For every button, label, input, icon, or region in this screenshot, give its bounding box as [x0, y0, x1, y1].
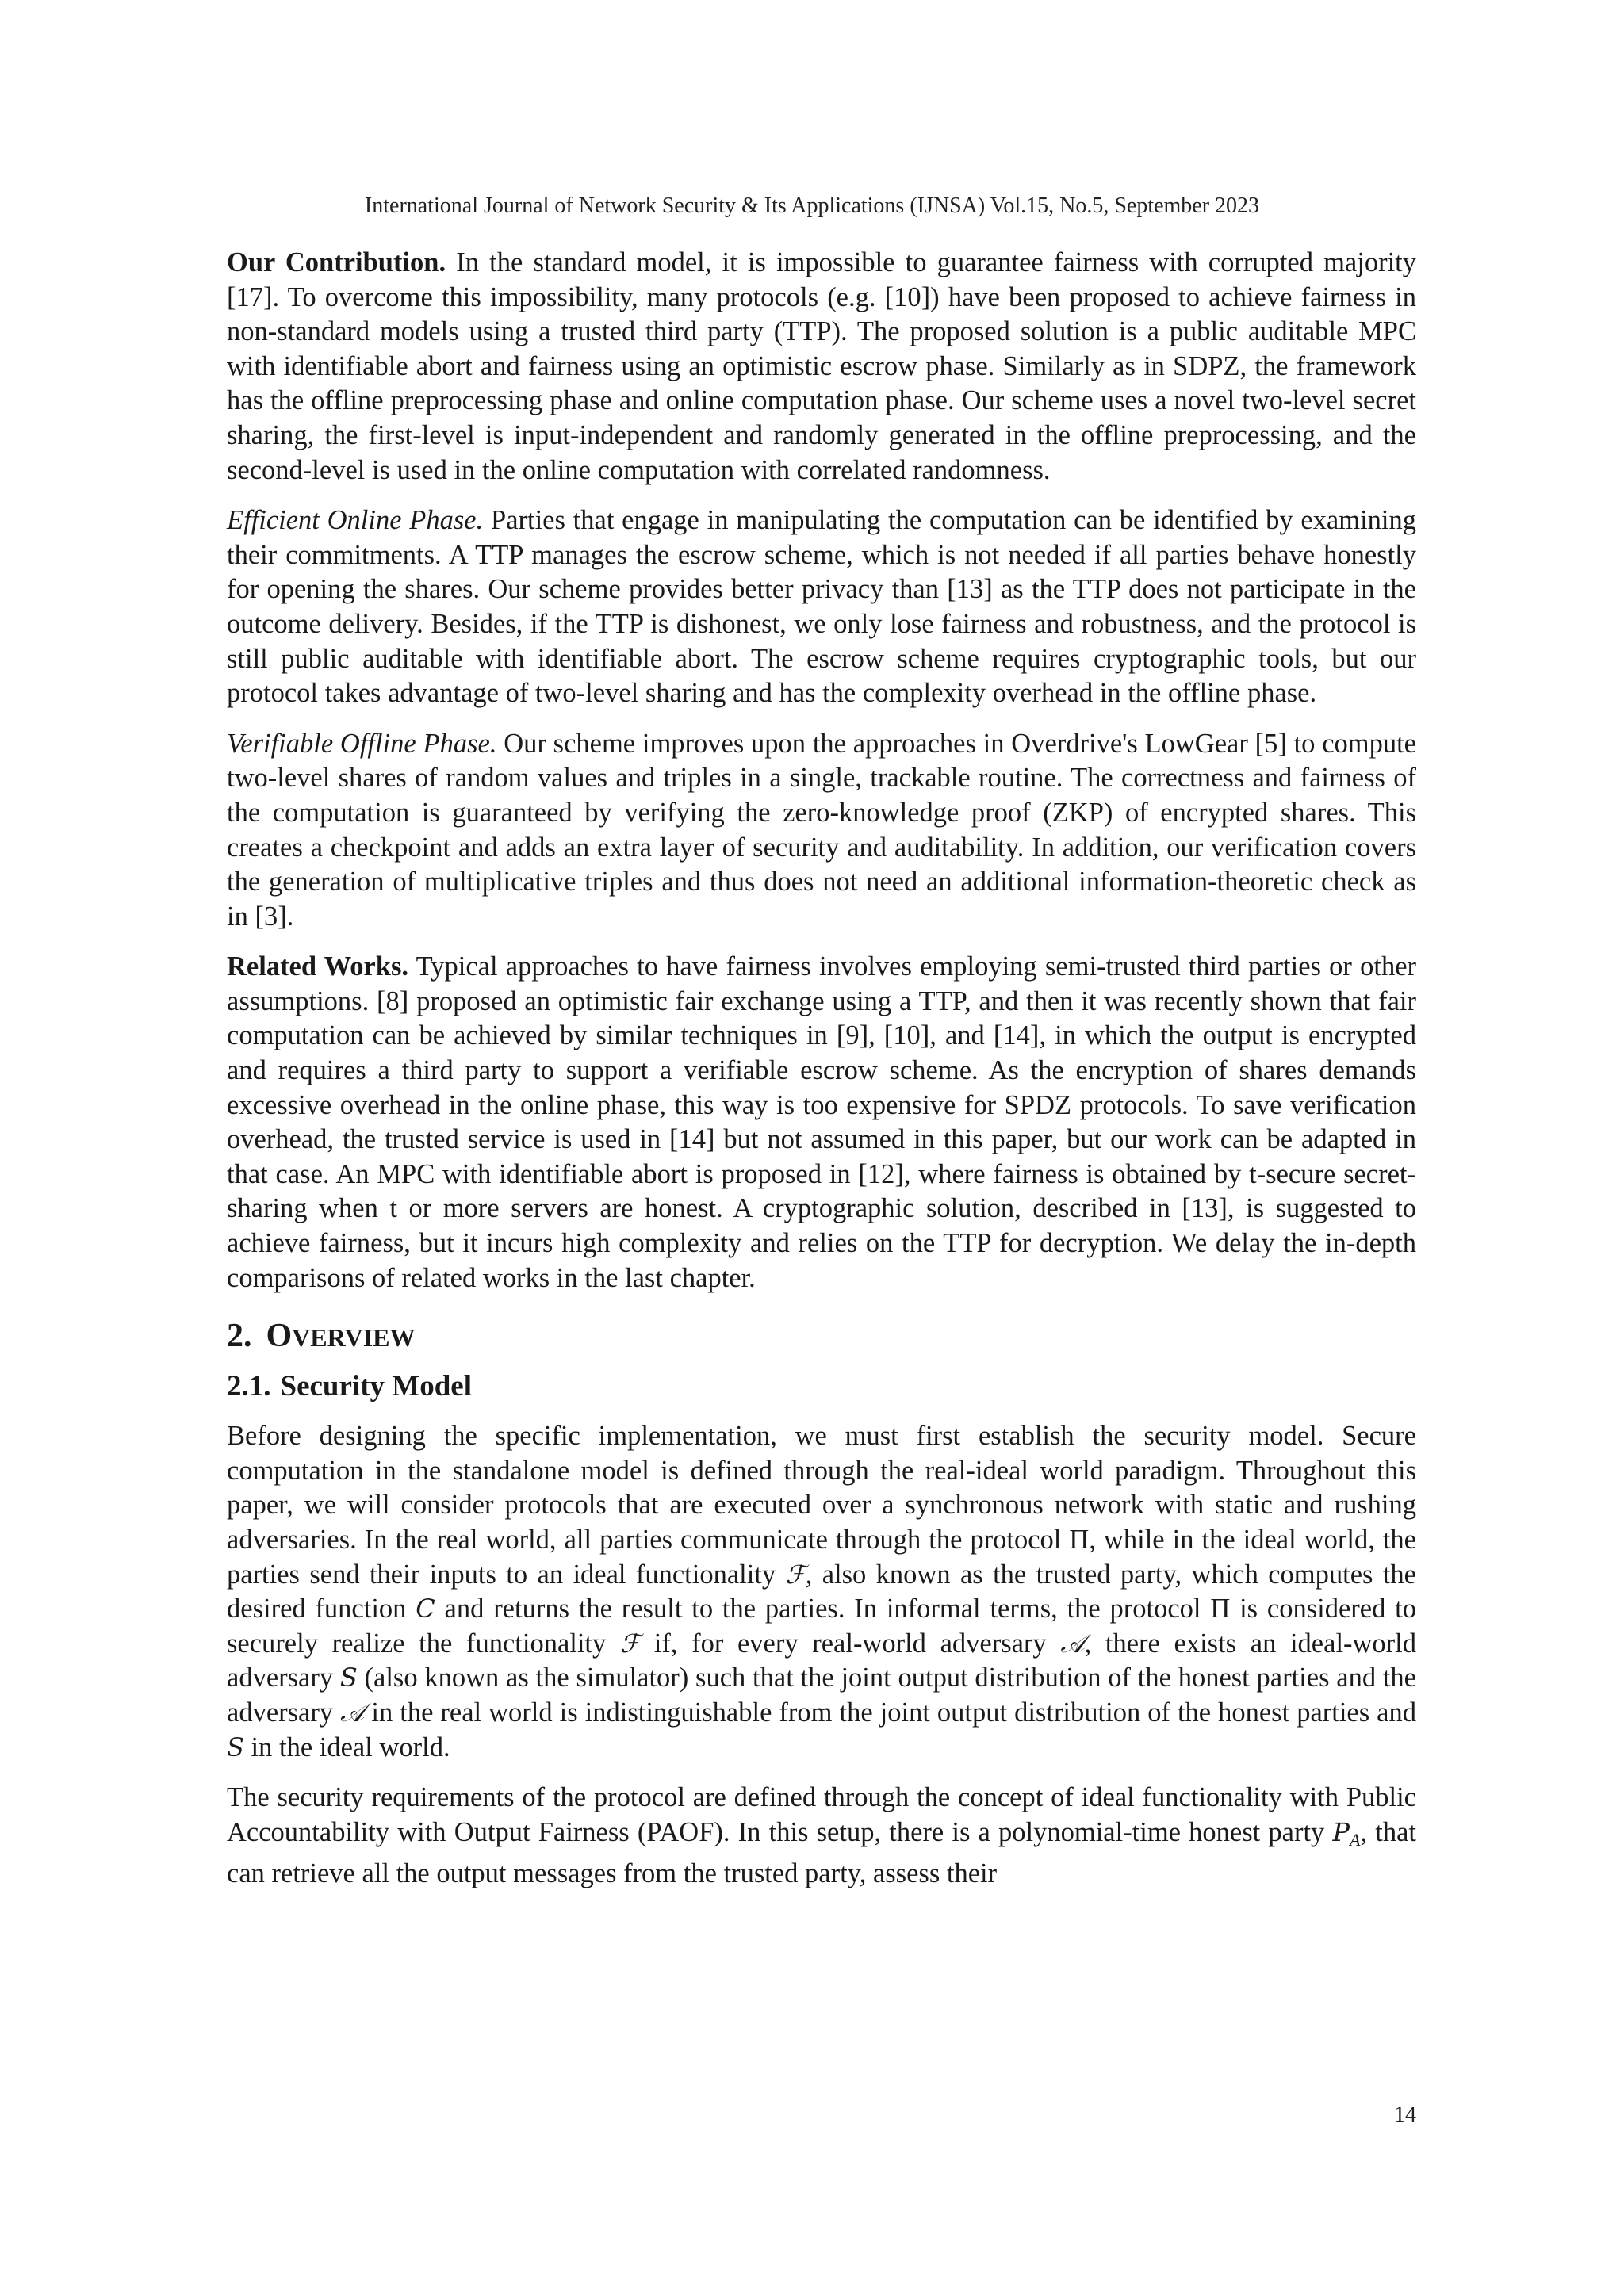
subsection-number: 2.1. [227, 1370, 271, 1403]
text-run: if, for every real-world adversary [640, 1628, 1061, 1659]
paragraph-lead: Efficient Online Phase. [227, 505, 484, 536]
text-run: in the real world is indistinguishable from the joint output distribution of the honest parties and [364, 1697, 1416, 1728]
math-symbol-adversary: 𝒜 [340, 1697, 365, 1728]
math-symbol-function: C [416, 1594, 435, 1624]
running-header: International Journal of Network Security & Its Applications (IJNSA) Vol.15, No.5, September 2023 [364, 193, 1260, 218]
paragraph-text: Our scheme improves upon the approaches in Overdrive's LowGear [5] to compute two-level shares of random values and triples in a single, trackable routine. The correctness and fairness of the computation is guaranteed by verifying the zero-knowledge proof (ZKP) of encrypted shares. This creates a checkpoint and adds an extra layer of security and auditability. In addition, our verification covers the generation of multiplicative triples and thus does not need an additional information-theoretic check as in [3]. [227, 728, 1416, 932]
text-run: , also known as the trusted party, which computes the desired function [227, 1559, 1416, 1624]
paragraph-text: Typical approaches to have fairness involves employing semi-trusted third parties or other assumptions. [8] proposed an optimistic fair exchange using a TTP, and then it was recently shown that fair computation can be achieved by similar techniques in [9], [10], and [14], in which the output is encrypted and requires a third party to support a verifiable escrow scheme. As the encryption of shares demands excessive overhead in the online phase, this way is too expensive for SPDZ protocols. To save verification overhead, the trusted service is used in [14] but not assumed in this paper, but our work can be adapted in that case. An MPC with identifiable abort is proposed in [12], where fairness is obtained by t-secure secret-sharing when t or more servers are honest. A cryptographic solution, described in [13], is suggested to achieve fairness, but it incurs high complexity and relies on the TTP for decryption. We delay the in-depth comparisons of related works in the last chapter. [227, 951, 1416, 1293]
paragraph-text: Parties that engage in manipulating the computation can be identified by examining their commitments. A TTP manages the escrow scheme, which is not needed if all parties behave honestly for opening the shares. Our scheme provides better privacy than [13] as the TTP does not participate in the outcome delivery. Besides, if the TTP is dishonest, we only lose fairness and robustness, and the protocol is still public auditable with identifiable abort. The escrow scheme requires cryptographic tools, but our protocol takes advantage of two-level sharing and has the complexity overhead in the offline phase. [227, 505, 1416, 709]
text-run: The security requirements of the protocol are defined through the concept of ideal functionality with Public Accountability with Output Fairness (PAOF). In this setup, there is a polynomial-time honest party [227, 1782, 1416, 1847]
text-run: in the ideal world. [243, 1732, 450, 1762]
text-run: (also known as the simulator) such that the joint output distribution of the honest parties and the adversary [227, 1663, 1416, 1728]
page-body [227, 246, 1416, 1908]
paragraph-paof [227, 1781, 1416, 1892]
section-number: 2. [227, 1318, 252, 1355]
math-symbol-functionality: ℱ [619, 1628, 641, 1659]
section-title-rest: VERVIEW [292, 1323, 416, 1353]
paragraph-lead: Related Works. [227, 951, 409, 982]
math-symbol-simulator: 𝑆 [227, 1732, 244, 1762]
math-symbol-functionality: ℱ [785, 1559, 806, 1590]
subsection-heading [227, 1368, 1416, 1405]
paragraph-security-model [227, 1419, 1416, 1765]
paragraph-offline-phase [227, 727, 1416, 935]
math-symbol-party: P [1332, 1816, 1350, 1847]
page-number: 14 [1394, 2103, 1416, 2127]
paragraph-lead: Our Contribution. [227, 247, 446, 277]
text-run: Before designing the specific implementation, we must first establish the security model. Secure computation in the standalone model is defined through the real-ideal world paradigm. Throughout this paper, we will consider protocols that are executed over a synchronous network with static and rushing adversaries. In the real world, all parties communicate through the protocol Π, while in the ideal world, the parties send their inputs to an ideal functionality [227, 1421, 1416, 1590]
text-run: , there exists an ideal-world adversary [227, 1628, 1417, 1693]
text-run: and returns the result to the parties. In informal terms, the protocol Π is considered to securely realize the functionality [227, 1594, 1416, 1659]
math-symbol-simulator: 𝑆 [339, 1663, 358, 1693]
math-symbol-adversary: 𝒜 [1060, 1628, 1085, 1659]
paragraph-online-phase [227, 503, 1416, 711]
section-title-initial: O [266, 1318, 293, 1355]
math-subscript: A [1350, 1829, 1361, 1850]
section-heading [227, 1316, 1416, 1357]
paragraph-contribution [227, 246, 1416, 488]
text-run: , that can retrieve all the output messages from the trusted party, assess their [227, 1816, 1416, 1889]
paragraph-lead: Verifiable Offline Phase. [227, 728, 497, 759]
paragraph-text: In the standard model, it is impossible to guarantee fairness with corrupted majority [17]. To overcome this impossibility, many protocols (e.g. [10]) have been proposed to achieve fairness in non-standard models using a trusted third party (TTP). The proposed solution is a public auditable MPC with identifiable abort and fairness using an optimistic escrow phase. Similarly as in SDPZ, the framework has the offline preprocessing phase and online computation phase. Our scheme uses a novel two-level secret sharing, the first-level is input-independent and randomly generated in the offline preprocessing, and the second-level is used in the online computation with correlated randomness. [227, 247, 1416, 485]
subsection-title: Security Model [280, 1370, 472, 1403]
paragraph-related-works [227, 950, 1416, 1295]
